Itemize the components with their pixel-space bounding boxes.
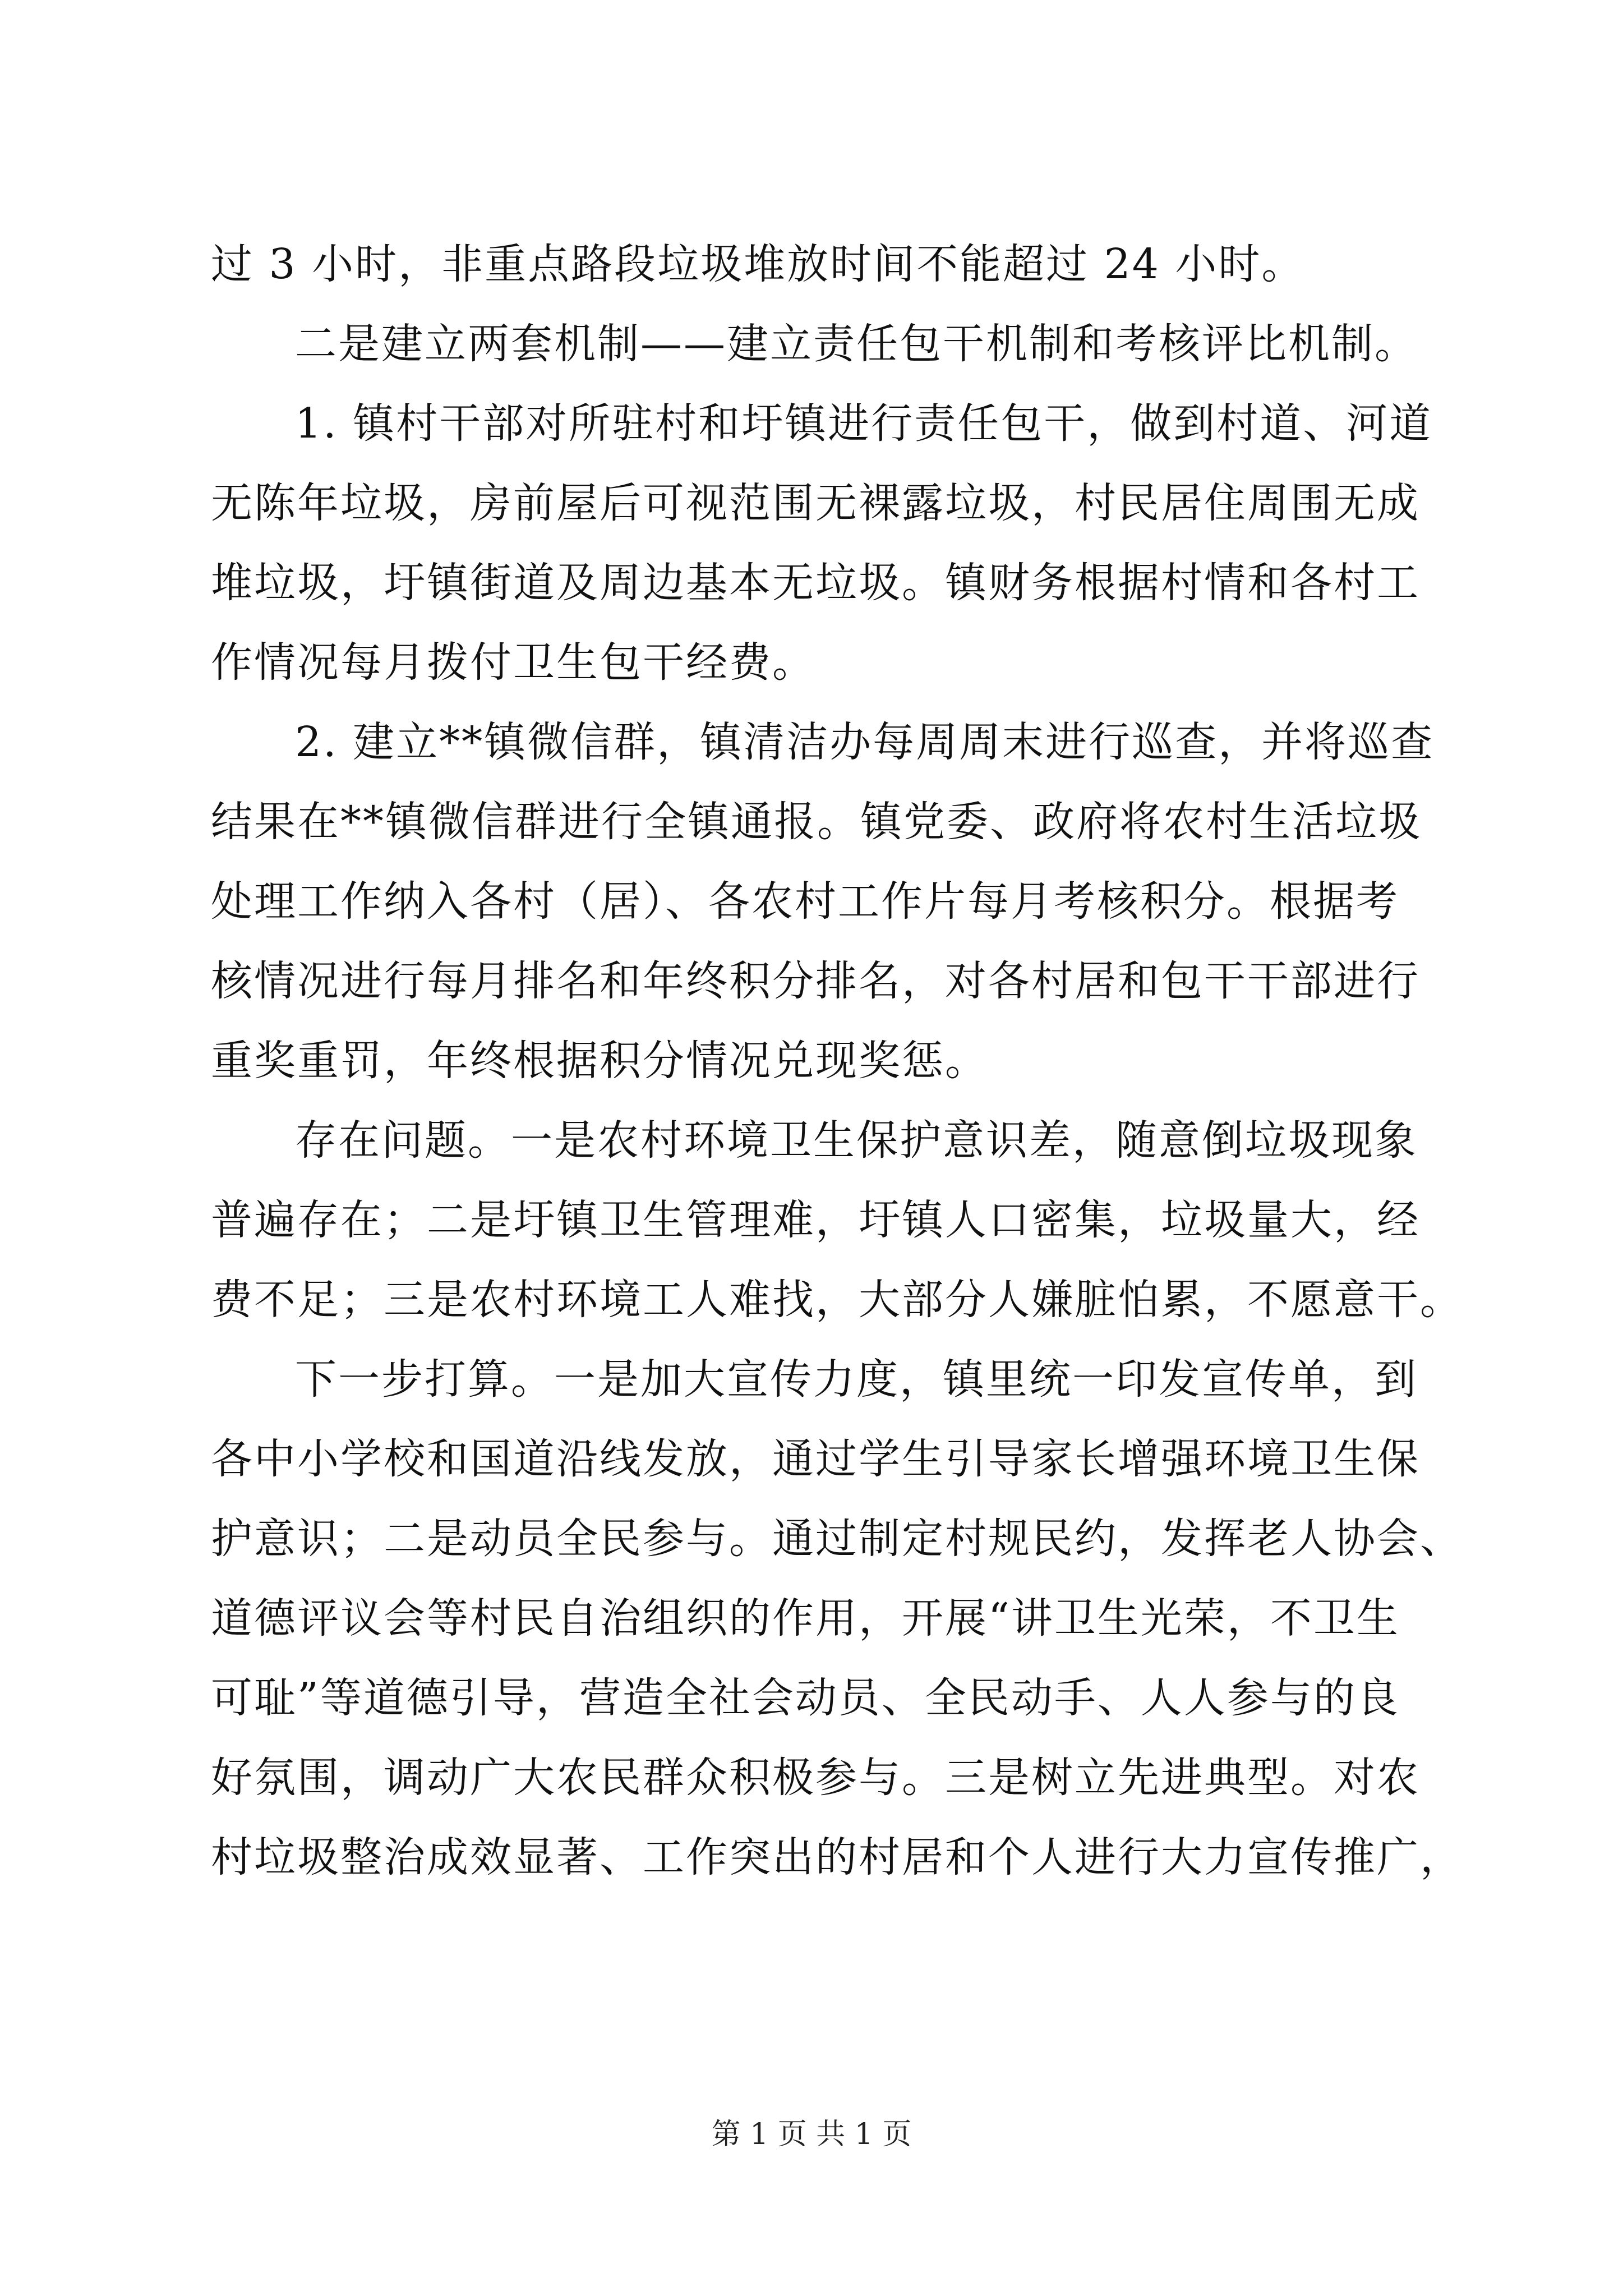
text-line: 无陈年垃圾，房前屋后可视范围无裸露垃圾，村民居住周围无成 (211, 479, 1420, 527)
text-line: 核情况进行每月排名和年终积分排名，对各村居和包干干部进行 (211, 957, 1420, 1005)
text-line: 下一步打算。一是加大宣传力度，镇里统一印发宣传单，到 (295, 1355, 1418, 1404)
document-body (211, 224, 1463, 1897)
text-line: 重奖重罚，年终根据积分情况兑现奖惩。 (211, 1037, 988, 1085)
text-line: 过 3 小时，非重点路段垃圾堆放时间不能超过 24 小时。 (211, 240, 1305, 288)
text-line: 作情况每月拨付卫生包干经费。 (211, 638, 815, 687)
text-line: 好氛围，调动广大农民群众积极参与。三是树立先进典型。对农 (211, 1754, 1420, 1802)
text-line: 普遍存在；二是圩镇卫生管理难，圩镇人口密集，垃圾量大，经 (211, 1196, 1420, 1244)
text-line: 二是建立两套机制——建立责任包干机制和考核评比机制。 (295, 320, 1418, 368)
text-line: 堆垃圾，圩镇街道及周边基本无垃圾。镇财务根据村情和各村工 (211, 559, 1420, 607)
text-line: 结果在**镇微信群进行全镇通报。镇党委、政府将农村生活垃圾 (211, 798, 1422, 846)
text-line: 可耻”等道德引导，营造全社会动员、全民动手、人人参与的良 (211, 1674, 1400, 1722)
text-line: 村垃圾整治成效显著、工作突出的村居和个人进行大力宣传推广， (211, 1833, 1463, 1881)
text-line: 各中小学校和国道沿线发放，通过学生引导家长增强环境卫生保 (211, 1435, 1420, 1483)
text-line: 护意识；二是动员全民参与。通过制定村规民约，发挥老人协会、 (211, 1515, 1463, 1563)
text-line: 1. 镇村干部对所驻村和圩镇进行责任包干，做到村道、河道 (295, 399, 1433, 448)
text-line: 费不足；三是农村环境工人难找，大部分人嫌脏怕累，不愿意干。 (211, 1276, 1463, 1324)
text-line: 道德评议会等村民自治组织的作用，开展“讲卫生光荣，不卫生 (211, 1594, 1400, 1642)
text-line: 处理工作纳入各村（居）、各农村工作片每月考核积分。根据考 (211, 877, 1399, 926)
page-footer: 第 1 页 共 1 页 (711, 2118, 912, 2151)
text-line: 存在问题。一是农村环境卫生保护意识差，随意倒垃圾现象 (295, 1116, 1418, 1165)
text-line: 2. 建立**镇微信群，镇清洁办每周周末进行巡查，并将巡查 (295, 718, 1435, 766)
